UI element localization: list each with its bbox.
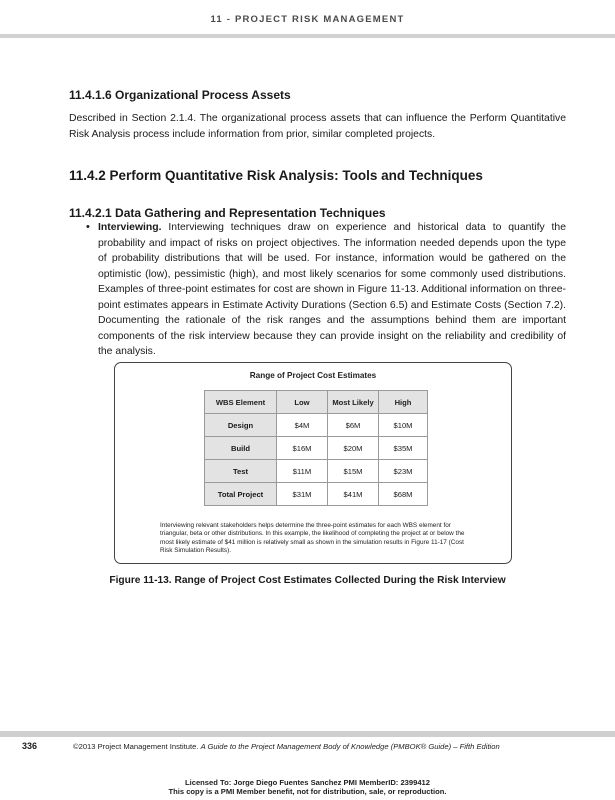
bullet-text: [98, 220, 566, 360]
paragraph-organizational-process-assets: Described in Section 2.1.4. The organizational process assets that can influence the Perform Quantitative Risk Analysis process include information from prior, similar completed projects.: [69, 113, 566, 140]
row-label: Total Project: [205, 483, 277, 506]
row-label: Build: [205, 437, 277, 460]
figure-note: Interviewing relevant stakeholders helps determine the three-point estimates for each WBS element for triangular, beta or other distributions. In this example, the likelihood of completing the project at or below the most likely estimate of $41 million is relatively small as shown in the simulation results in Figure 11-17 (Cost Risk Simulation Results).: [160, 522, 465, 555]
chapter-title: 11 - PROJECT RISK MANAGEMENT: [210, 14, 405, 25]
table-row: [205, 414, 428, 437]
bullet-body: Interviewing techniques draw on experience and historical data to quantify the probability and impact of risks on project objectives. The information needed depends upon the type of probability distributions that will be used. For instance, information would be gathered on the optimistic (low), pessimistic (high), and most likely scenarios for some commonly used distributions. Examples of three-point estimates for cost are shown in Figure 11-13. Additional information on three-point estimates appears in Estimate Activity Durations (Section 6.5) and Estimate Costs (Section 7.2). Documenting the rationale of the risk ranges and the assumptions behind them are important components of the risk interview because they can provide insight on the reliability and credibility of the analysis.: [98, 222, 566, 357]
book-title: A Guide to the Project Management Body of Knowledge (PMBOK® Guide) – Fifth Edition: [200, 742, 500, 751]
running-header: [0, 0, 615, 38]
col-header-high: High: [379, 391, 428, 414]
col-header-most-likely: Most Likely: [328, 391, 379, 414]
col-header-low: Low: [277, 391, 328, 414]
cell-high: $23M: [379, 460, 428, 483]
figure-title: Range of Project Cost Estimates: [249, 371, 377, 380]
row-label: Test: [205, 460, 277, 483]
table-row: [205, 460, 428, 483]
cell-high: $35M: [379, 437, 428, 460]
page-number: 336: [22, 741, 38, 751]
figure-caption: Figure 11-13. Range of Project Cost Estimates Collected During the Risk Interview: [109, 575, 506, 586]
cost-estimates-table: [204, 390, 428, 506]
cell-high: $10M: [379, 414, 428, 437]
figure-cost-estimates: [114, 362, 512, 564]
cell-most-likely: $20M: [328, 437, 379, 460]
table-row: [205, 483, 428, 506]
cell-most-likely: $6M: [328, 414, 379, 437]
footer-citation: [73, 742, 500, 751]
license-notice: [0, 779, 615, 796]
table-row: [205, 437, 428, 460]
footer-divider: [0, 731, 615, 737]
cell-most-likely: $41M: [328, 483, 379, 506]
bullet-interviewing: [86, 220, 566, 360]
heading-data-gathering: 11.4.2.1 Data Gathering and Representation Techniques: [69, 206, 386, 220]
cell-low: $31M: [277, 483, 328, 506]
license-line-1: Licensed To: Jorge Diego Fuentes Sanchez PMI MemberID: 2399412: [184, 778, 431, 787]
table-header-row: [205, 391, 428, 414]
heading-organizational-process-assets: 11.4.1.6 Organizational Process Assets: [69, 88, 291, 102]
bullet-lead: Interviewing.: [98, 222, 162, 233]
col-header-wbs: WBS Element: [205, 391, 277, 414]
cell-high: $68M: [379, 483, 428, 506]
cell-most-likely: $15M: [328, 460, 379, 483]
bullet-icon: •: [86, 221, 90, 233]
cell-low: $4M: [277, 414, 328, 437]
row-label: Design: [205, 414, 277, 437]
heading-tools-and-techniques: 11.4.2 Perform Quantitative Risk Analysis: Tools and Techniques: [69, 168, 483, 183]
license-line-2: This copy is a PMI Member benefit, not for distribution, sale, or reproduction.: [168, 786, 447, 796]
copyright-text: ©2013 Project Management Institute.: [73, 742, 201, 751]
cell-low: $11M: [277, 460, 328, 483]
cell-low: $16M: [277, 437, 328, 460]
